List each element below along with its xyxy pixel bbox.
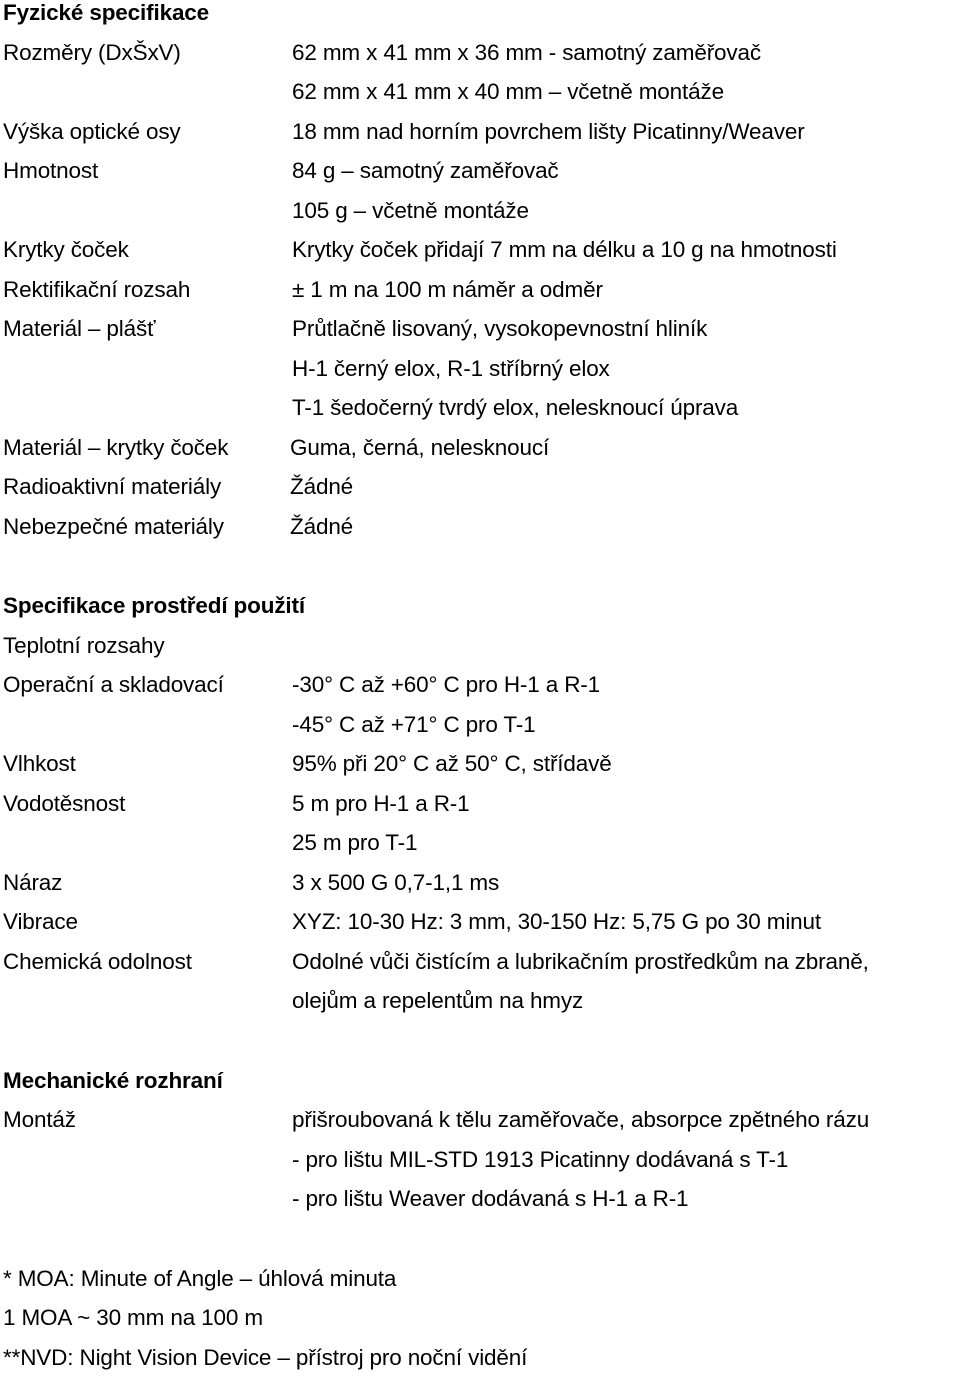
spec-label-operating-storage: Operační a skladovací bbox=[3, 672, 224, 697]
spec-value-radioactive: Žádné bbox=[290, 474, 354, 499]
spec-label-lens-caps: Krytky čoček bbox=[3, 237, 129, 262]
spec-label-adjustment-range: Rektifikační rozsah bbox=[3, 277, 191, 302]
spec-value-humidity: 95% při 20° C až 50° C, střídavě bbox=[292, 751, 612, 776]
spec-value-weight-1: 84 g – samotný zaměřovač bbox=[292, 158, 559, 183]
footnote-nvd: **NVD: Night Vision Device – přístroj pro noční vidění bbox=[3, 1345, 528, 1370]
section-heading-environment: Specifikace prostředí použití bbox=[3, 593, 305, 618]
spec-value-optical-axis: 18 mm nad horním povrchem lišty Picatinny/Weaver bbox=[292, 119, 805, 144]
spec-value-operating-storage-2: -45° C až +71° C pro T-1 bbox=[292, 712, 536, 737]
spec-value-housing-material-1: Průtlačně lisovaný, vysokopevnostní hliník bbox=[292, 316, 708, 341]
spec-value-shock: 3 x 500 G 0,7-1,1 ms bbox=[292, 870, 500, 895]
spec-value-housing-material-3: T-1 šedočerný tvrdý elox, nelesknoucí úprava bbox=[292, 395, 739, 420]
spec-label-dimensions: Rozměry (DxŠxV) bbox=[3, 40, 181, 65]
spec-value-dimensions-1: 62 mm x 41 mm x 36 mm - samotný zaměřovač bbox=[292, 40, 761, 65]
section-heading-physical: Fyzické specifikace bbox=[3, 0, 210, 25]
spec-value-mount-1: přišroubovaná k tělu zaměřovače, absorpce zpětného rázu bbox=[292, 1107, 870, 1132]
spec-value-waterproof-2: 25 m pro T-1 bbox=[292, 830, 418, 855]
spec-value-lens-caps: Krytky čoček přidají 7 mm na délku a 10 g na hmotnosti bbox=[292, 237, 837, 262]
spec-value-cap-material: Guma, černá, nelesknoucí bbox=[290, 435, 550, 460]
footnote-moa-value: 1 MOA ~ 30 mm na 100 m bbox=[3, 1305, 263, 1330]
spec-value-housing-material-2: H-1 černý elox, R-1 stříbrný elox bbox=[292, 356, 610, 381]
spec-value-mount-3: - pro lištu Weaver dodávaná s H-1 a R-1 bbox=[292, 1186, 689, 1211]
spec-value-adjustment-range: ± 1 m na 100 m náměr a odměr bbox=[292, 277, 603, 302]
spec-label-optical-axis: Výška optické osy bbox=[3, 119, 181, 144]
spec-value-mount-2: - pro lištu MIL-STD 1913 Picatinny dodávaná s T-1 bbox=[292, 1147, 789, 1172]
spec-label-chemical-resistance: Chemická odolnost bbox=[3, 949, 192, 974]
spec-value-dimensions-2: 62 mm x 41 mm x 40 mm – včetně montáže bbox=[292, 79, 724, 104]
spec-label-shock: Náraz bbox=[3, 870, 63, 895]
spec-label-waterproof: Vodotěsnost bbox=[3, 791, 126, 816]
spec-label-vibration: Vibrace bbox=[3, 909, 78, 934]
spec-value-vibration: XYZ: 10-30 Hz: 3 mm, 30-150 Hz: 5,75 G po 30 minut bbox=[292, 909, 821, 934]
spec-value-chemical-resistance-2: olejům a repelentům na hmyz bbox=[292, 988, 584, 1013]
spec-value-waterproof-1: 5 m pro H-1 a R-1 bbox=[292, 791, 470, 816]
footnote-moa: * MOA: Minute of Angle – úhlová minuta bbox=[3, 1266, 397, 1291]
spec-label-weight: Hmotnost bbox=[3, 158, 99, 183]
spec-value-hazardous: Žádné bbox=[290, 514, 354, 539]
spec-label-housing-material: Materiál – plášť bbox=[3, 316, 156, 341]
spec-value-weight-2: 105 g – včetně montáže bbox=[292, 198, 529, 223]
section-heading-mechanical: Mechanické rozhraní bbox=[3, 1068, 223, 1093]
spec-value-operating-storage-1: -30° C až +60° C pro H-1 a R-1 bbox=[292, 672, 600, 697]
spec-label-hazardous: Nebezpečné materiály bbox=[3, 514, 224, 539]
spec-label-cap-material: Materiál – krytky čoček bbox=[3, 435, 229, 460]
spec-label-radioactive: Radioaktivní materiály bbox=[3, 474, 222, 499]
spec-label-humidity: Vlhkost bbox=[3, 751, 76, 776]
subheading-temperature: Teplotní rozsahy bbox=[3, 633, 165, 658]
spec-value-chemical-resistance-1: Odolné vůči čistícím a lubrikačním prostředkům na zbraně, bbox=[292, 949, 869, 974]
spec-label-mount: Montáž bbox=[3, 1107, 76, 1132]
